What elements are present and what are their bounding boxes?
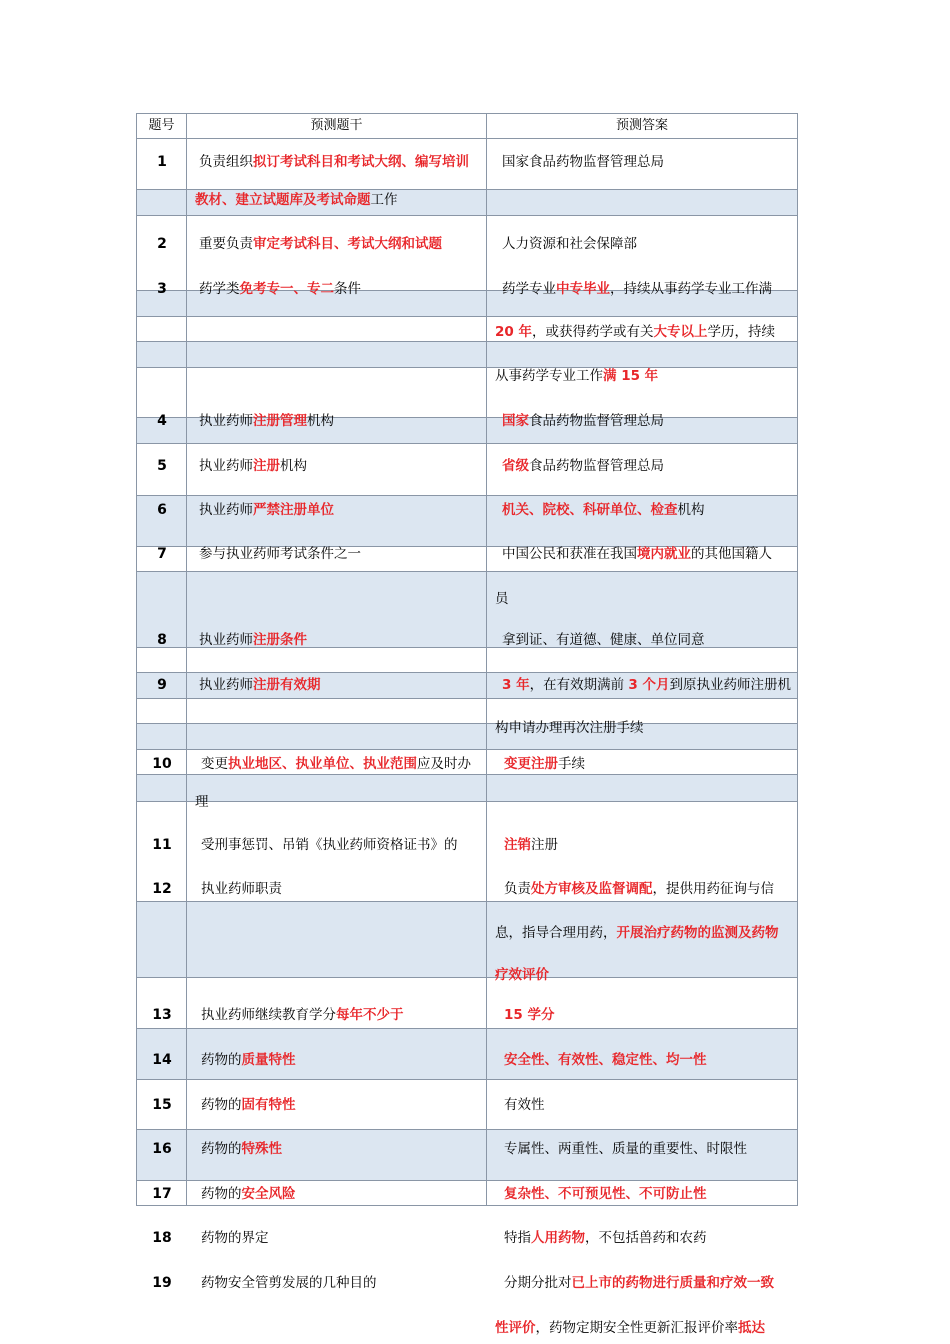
row-number: 16 (152, 1141, 172, 1157)
question-text (201, 755, 471, 773)
highlighted-text: 安全性、有效性、稳定性、均一性 (504, 1052, 707, 1068)
header-answer: 预测答案 (615, 118, 668, 133)
answer-text (495, 1319, 765, 1337)
question-text (199, 545, 361, 563)
highlighted-text: 抵达 (738, 1320, 765, 1336)
plain-text: 执业药师 (199, 502, 253, 518)
highlighted-text: 注册有效期 (253, 677, 321, 693)
answer-text (495, 367, 658, 385)
plain-text: 执业药师 (199, 632, 253, 648)
answer-text (502, 457, 664, 475)
highlighted-text: 满 15 年 (603, 368, 659, 384)
row-number: 12 (152, 881, 172, 897)
plain-text: 从事药学专业工作 (495, 368, 603, 384)
row-number: 10 (152, 756, 172, 772)
highlighted-text: 执业地区、执业单位、执业范围 (228, 756, 417, 772)
plain-text: 药物的 (201, 1186, 242, 1202)
highlighted-text: 每年不少于 (336, 1007, 404, 1023)
plain-text: 机构 (307, 413, 334, 429)
plain-text: 药物的 (201, 1097, 242, 1113)
plain-text: 食品药物监督管理总局 (529, 458, 664, 474)
plain-text: 中国公民和获准在我国 (502, 546, 637, 562)
plain-text: 变更 (201, 756, 228, 772)
plain-text: ，在有效期满前 (529, 677, 629, 693)
question-text (199, 280, 361, 298)
plain-text: 条件 (334, 281, 361, 297)
answer-text (495, 719, 644, 737)
highlighted-text: 大专以上 (653, 324, 708, 340)
highlighted-text: 免考专一、专二 (239, 281, 334, 297)
row-number: 8 (157, 632, 167, 648)
highlighted-text: 固有特性 (241, 1097, 296, 1113)
plain-text: ，提供用药征询与信 (652, 881, 774, 897)
answer-text (504, 1051, 707, 1069)
row-number: 9 (157, 677, 167, 693)
answer-text (504, 880, 774, 898)
highlighted-text: 注册管理 (253, 413, 307, 429)
answer-text (502, 412, 664, 430)
answer-text (502, 153, 664, 171)
highlighted-text: 境内就业 (637, 546, 691, 562)
row-number: 11 (152, 837, 172, 853)
plain-text: 药物安全管剪发展的几种目的 (201, 1275, 377, 1291)
row-number: 6 (157, 502, 167, 518)
row-number: 2 (157, 236, 167, 252)
highlighted-text: 3 年 (502, 677, 530, 693)
plain-text: ，持续从事药学专业工作满 (610, 281, 772, 297)
highlighted-text: 复杂性、不可预见性、不可防止性 (504, 1186, 707, 1202)
plain-text: ，或获得药学或有关 (532, 324, 654, 340)
question-text (201, 1185, 296, 1203)
plain-text: 重要负责 (199, 236, 253, 252)
question-text (201, 1274, 377, 1292)
answer-text (504, 1096, 545, 1114)
row-number: 15 (152, 1097, 172, 1113)
highlighted-text: 已上市的药物进行质量和疗效一致 (571, 1275, 774, 1291)
plain-text: 国家食品药物监督管理总局 (502, 154, 664, 170)
highlighted-text: 3 个月 (628, 677, 670, 693)
highlighted-text: 安全风险 (241, 1186, 296, 1202)
question-text (201, 1140, 282, 1158)
plain-text: 人力资源和社会保障部 (502, 236, 637, 252)
row-number: 17 (152, 1186, 172, 1202)
highlighted-text: 开展治疗药物的监测及药物 (616, 925, 779, 941)
highlighted-text: 严禁注册单位 (253, 502, 334, 518)
answer-text (504, 1274, 774, 1292)
answer-text (495, 924, 779, 942)
question-text (195, 191, 398, 209)
plain-text: 专属性、两重性、质量的重要性、时限性 (504, 1141, 747, 1157)
plain-text: ，不包括兽药和农药 (585, 1230, 707, 1246)
question-text (201, 1096, 296, 1114)
plain-text: 员 (495, 591, 509, 607)
answer-text (502, 235, 637, 253)
highlighted-text: 机关、院校、科研单位、检查 (502, 502, 678, 518)
answer-text (502, 631, 705, 649)
plain-text: 负责 (504, 881, 531, 897)
highlighted-text: 15 学分 (504, 1007, 555, 1023)
highlighted-text: 疗效评价 (495, 967, 549, 983)
highlighted-text: 注册 (253, 458, 280, 474)
highlighted-text: 国家 (502, 413, 529, 429)
plain-text: 参与执业药师考试条件之一 (199, 546, 361, 562)
highlighted-text: 处方审核及监督调配 (531, 881, 653, 897)
question-text (199, 153, 469, 171)
answer-text (495, 590, 509, 608)
answer-text (495, 966, 549, 984)
question-text (199, 235, 442, 253)
highlighted-text: 教材、建立试题库及考试命题 (195, 192, 371, 208)
highlighted-text: 人用药物 (531, 1230, 585, 1246)
answer-text (502, 676, 791, 694)
answer-text (504, 1185, 707, 1203)
highlighted-text: 中专毕业 (556, 281, 610, 297)
plain-text: 构申请办理再次注册手续 (495, 720, 644, 736)
question-text (199, 676, 321, 694)
plain-text: 工作 (370, 192, 398, 208)
plain-text: 的其他国籍人 (691, 546, 772, 562)
plain-text: 理 (195, 794, 209, 810)
question-text (199, 501, 334, 519)
plain-text: ，药物定期安全性更新汇报评价率 (535, 1320, 738, 1336)
plain-text: 注册 (531, 837, 558, 853)
row-number: 7 (157, 546, 167, 562)
plain-text: 机构 (677, 502, 705, 518)
question-text (199, 631, 307, 649)
row-number: 18 (152, 1230, 172, 1246)
plain-text: 手续 (558, 756, 585, 772)
plain-text: 有效性 (504, 1097, 545, 1113)
question-text (201, 836, 458, 854)
question-text (201, 1051, 296, 1069)
answer-text (504, 836, 558, 854)
highlighted-text: 审定考试科目、考试大纲和试题 (253, 236, 442, 252)
highlighted-text: 注册条件 (253, 632, 307, 648)
plain-text: 药学专业 (502, 281, 556, 297)
answer-text (504, 1229, 707, 1247)
answer-text (504, 1140, 747, 1158)
row-number: 5 (157, 458, 167, 474)
question-text (199, 412, 334, 430)
answer-text (495, 323, 775, 341)
answer-text (504, 755, 585, 773)
plain-text: 息，指导合理用药， (495, 925, 617, 941)
plain-text: 机构 (280, 458, 307, 474)
row-number: 14 (152, 1052, 172, 1068)
plain-text: 药学类 (199, 281, 240, 297)
question-text (201, 880, 282, 898)
plain-text: 负责组织 (199, 154, 253, 170)
plain-text: 执业药师职责 (201, 881, 282, 897)
row-number: 3 (157, 281, 167, 297)
plain-text: 拿到证、有道德、健康、单位同意 (502, 632, 705, 648)
plain-text: 执业药师 (199, 413, 253, 429)
question-text (195, 793, 209, 811)
highlighted-text: 拟订考试科目和考试大纲、编写培训 (253, 154, 469, 170)
plain-text: 食品药物监督管理总局 (529, 413, 664, 429)
plain-text: 执业药师 (199, 677, 253, 693)
answer-text (502, 501, 705, 519)
plain-text: 药物的 (201, 1052, 242, 1068)
plain-text: 药物的界定 (201, 1230, 269, 1246)
row-number: 1 (157, 154, 167, 170)
question-text (201, 1229, 269, 1247)
question-text (199, 457, 307, 475)
row-number: 13 (152, 1007, 172, 1023)
plain-text: 药物的 (201, 1141, 242, 1157)
answer-text (502, 280, 772, 298)
highlighted-text: 性评价 (495, 1320, 536, 1336)
question-text (201, 1006, 404, 1024)
highlighted-text: 质量特性 (241, 1052, 296, 1068)
highlighted-text: 注销 (504, 837, 531, 853)
header-question: 预测题干 (310, 118, 363, 133)
plain-text: 分期分批对 (504, 1275, 572, 1291)
plain-text: 受刑事惩罚、吊销《执业药师资格证书》的 (201, 837, 458, 853)
row-number: 4 (157, 413, 167, 429)
highlighted-text: 特殊性 (241, 1141, 282, 1157)
plain-text: 执业药师 (199, 458, 253, 474)
row-number: 19 (152, 1275, 172, 1291)
header-number: 题号 (148, 118, 175, 133)
highlighted-text: 20 年 (495, 324, 532, 340)
answer-text (504, 1006, 555, 1024)
plain-text: 执业药师继续教育学分 (201, 1007, 336, 1023)
plain-text: 到原执业药师注册机 (669, 677, 791, 693)
answer-text (502, 545, 772, 563)
highlighted-text: 省级 (502, 458, 529, 474)
plain-text: 学历，持续 (707, 324, 775, 340)
highlighted-text: 变更注册 (504, 756, 558, 772)
plain-text: 应及时办 (417, 756, 471, 772)
plain-text: 特指 (504, 1230, 531, 1246)
